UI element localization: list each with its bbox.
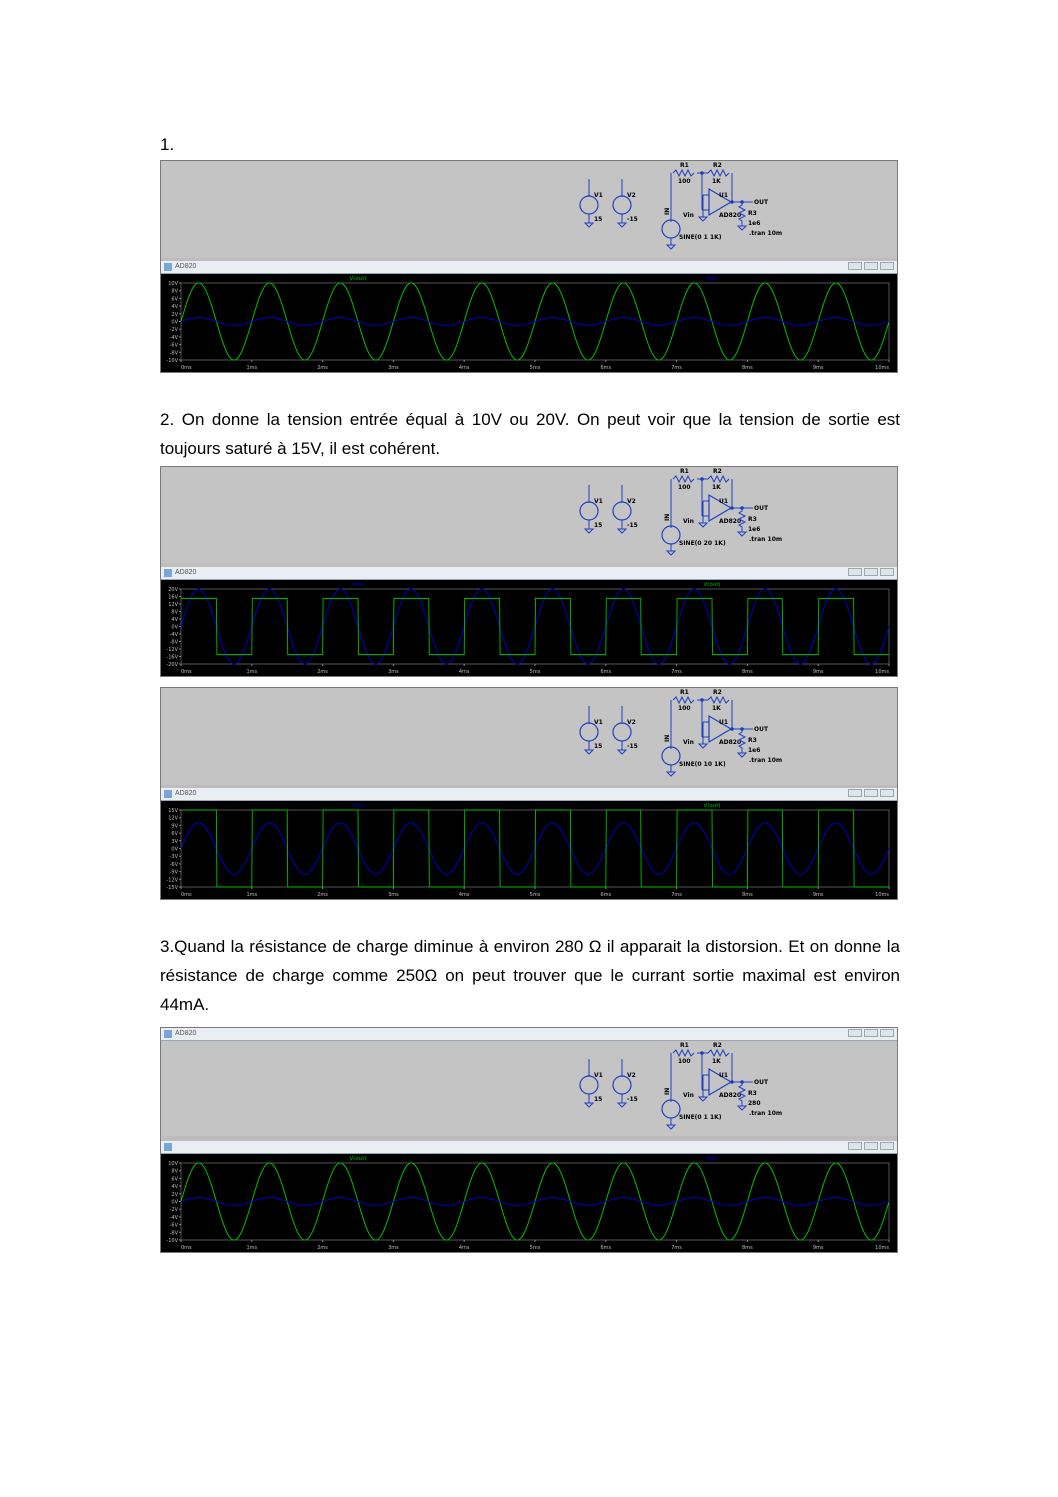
- vin-value: SINE(0 10 1K): [679, 761, 726, 768]
- minimize-button[interactable]: [848, 1029, 862, 1037]
- y-tick-label: -3V: [169, 854, 178, 861]
- minimize-button[interactable]: [848, 568, 862, 576]
- maximize-button[interactable]: [864, 568, 878, 576]
- ltspice-screenshot-2: [160, 466, 898, 677]
- schematic-2: [161, 467, 898, 563]
- y-tick-label: 9V: [171, 823, 178, 830]
- y-tick-label: 8V: [171, 609, 178, 616]
- window-title: AD820: [175, 263, 197, 270]
- in-net-label: IN: [664, 734, 671, 742]
- plot-window-titlebar: [161, 567, 897, 580]
- x-tick-label: 6ms: [600, 365, 612, 371]
- vin-value: SINE(0 1 1K): [679, 234, 722, 241]
- y-tick-label: -6V: [169, 342, 178, 349]
- waveform-svg: [161, 274, 897, 372]
- vin-value: SINE(0 1 1K): [679, 1114, 722, 1121]
- r2-value: 1K: [712, 705, 721, 712]
- x-tick-label: 0ms: [181, 1245, 192, 1251]
- opamp-label: AD820: [719, 212, 742, 219]
- v1-value: 15: [594, 743, 603, 750]
- x-tick-label: 4ms: [458, 365, 470, 371]
- y-tick-label: 12V: [168, 815, 178, 822]
- r3-value: 280: [748, 1100, 761, 1107]
- y-tick-label: 0V: [171, 624, 178, 631]
- r1-label: R1: [680, 689, 689, 696]
- y-tick-label: -6V: [169, 1222, 178, 1229]
- waveform-svg: [161, 580, 897, 676]
- vin-symbol: [662, 747, 680, 765]
- waveform-svg: [161, 801, 897, 899]
- y-tick-label: 20V: [168, 587, 178, 593]
- legend-2: V(in): [705, 276, 719, 282]
- x-tick-label: 6ms: [600, 669, 612, 675]
- out-net-label: OUT: [754, 505, 769, 512]
- x-tick-label: 6ms: [600, 892, 612, 898]
- u1-label: U1: [719, 1072, 729, 1079]
- y-tick-label: 0V: [171, 319, 178, 326]
- r2-label: R2: [713, 468, 722, 475]
- y-tick-label: 3V: [171, 838, 178, 845]
- x-tick-label: 1ms: [246, 1245, 258, 1251]
- y-tick-label: -4V: [169, 632, 178, 638]
- x-tick-label: 10ms: [875, 365, 889, 371]
- vin-label: Vin: [683, 212, 694, 219]
- minimize-button[interactable]: [848, 1142, 862, 1150]
- v2-label: V2: [627, 498, 636, 505]
- app-icon: [164, 1143, 172, 1151]
- y-tick-label: -4V: [169, 1214, 178, 1221]
- v2-value: -15: [627, 1096, 638, 1103]
- y-tick-label: 6V: [171, 296, 178, 303]
- tran-directive: .tran 10m: [749, 1110, 783, 1117]
- r2-label: R2: [713, 1042, 722, 1049]
- window-title: AD820: [175, 1030, 197, 1037]
- r3-label: R3: [748, 1090, 757, 1097]
- y-tick-label: 16V: [168, 594, 178, 601]
- x-tick-label: 0ms: [181, 669, 192, 675]
- window-title: AD820: [175, 569, 197, 576]
- maximize-button[interactable]: [864, 1029, 878, 1037]
- x-tick-label: 9ms: [812, 365, 824, 371]
- schematic-drawing: [161, 161, 898, 258]
- v2-label: V2: [627, 719, 636, 726]
- x-tick-label: 4ms: [458, 1245, 470, 1251]
- r3-value: 1e6: [748, 747, 761, 754]
- y-tick-label: 10V: [168, 281, 178, 287]
- v1-label: V1: [594, 1072, 603, 1079]
- y-tick-label: -12V: [166, 877, 178, 884]
- x-tick-label: 3ms: [388, 669, 399, 675]
- opamp-label: AD820: [719, 739, 742, 746]
- waveform-svg: [161, 1154, 897, 1252]
- r3-label: R3: [748, 210, 757, 217]
- y-tick-label: -2V: [169, 1207, 178, 1214]
- vin-symbol: [662, 1100, 680, 1118]
- out-net-label: OUT: [754, 1079, 769, 1086]
- r2-value: 1K: [712, 1058, 721, 1065]
- x-tick-label: 5ms: [529, 892, 541, 898]
- x-tick-label: 3ms: [388, 1245, 399, 1251]
- v1-value: 15: [594, 522, 603, 529]
- y-tick-label: 2V: [171, 311, 178, 318]
- x-tick-label: 7ms: [671, 365, 682, 371]
- y-tick-label: 15V: [168, 808, 178, 814]
- y-tick-label: 10V: [168, 1161, 178, 1167]
- minimize-button[interactable]: [848, 262, 862, 270]
- x-tick-label: 4ms: [458, 669, 470, 675]
- x-tick-label: 7ms: [671, 1245, 682, 1251]
- y-tick-label: 6V: [171, 831, 178, 838]
- v2-value: -15: [627, 216, 638, 223]
- u1-label: U1: [719, 719, 729, 726]
- schematic-drawing: [161, 467, 898, 563]
- trace-v-in: [181, 318, 889, 326]
- r1-value: 100: [678, 484, 691, 491]
- y-tick-label: 8V: [171, 288, 178, 295]
- y-tick-label: 2V: [171, 1191, 178, 1198]
- waveform-plot-3: [161, 801, 897, 899]
- x-tick-label: 10ms: [875, 892, 889, 898]
- schematic-drawing: [161, 688, 898, 785]
- x-tick-label: 5ms: [529, 365, 541, 371]
- v1-value: 15: [594, 216, 603, 223]
- x-tick-label: 2ms: [317, 892, 328, 898]
- y-tick-label: -12V: [166, 647, 178, 653]
- x-tick-label: 7ms: [671, 669, 682, 675]
- r3-label: R3: [748, 737, 757, 744]
- x-tick-label: 2ms: [317, 669, 328, 675]
- y-tick-label: -15V: [166, 885, 178, 891]
- v1-value: 15: [594, 1096, 603, 1103]
- x-tick-label: 0ms: [181, 892, 192, 898]
- x-tick-label: 1ms: [246, 365, 258, 371]
- schematic-window-titlebar: [161, 1028, 897, 1041]
- y-tick-label: 6V: [171, 1176, 178, 1183]
- y-tick-label: 4V: [171, 617, 178, 623]
- vin-symbol: [662, 220, 680, 238]
- close-button[interactable]: [880, 1142, 894, 1150]
- r1-label: R1: [680, 162, 689, 169]
- legend-1: V(in): [351, 803, 365, 809]
- maximize-button[interactable]: [864, 789, 878, 797]
- y-tick-label: 12V: [168, 602, 178, 608]
- trace-v-in: [181, 1198, 889, 1206]
- x-tick-label: 8ms: [742, 1245, 753, 1251]
- section-1-number: 1.: [160, 135, 175, 154]
- x-tick-label: 4ms: [458, 892, 470, 898]
- x-tick-label: 10ms: [875, 669, 889, 675]
- v1-label: V1: [594, 498, 603, 505]
- y-tick-label: -4V: [169, 334, 178, 341]
- schematic-drawing: [161, 1041, 898, 1136]
- r1-label: R1: [680, 468, 689, 475]
- u1-label: U1: [719, 192, 729, 199]
- plot-window-titlebar: [161, 788, 897, 801]
- r2-label: R2: [713, 689, 722, 696]
- vin-label: Vin: [683, 1092, 694, 1099]
- opamp-label: AD820: [719, 1092, 742, 1099]
- x-tick-label: 2ms: [317, 1245, 328, 1251]
- in-net-label: IN: [664, 207, 671, 215]
- legend-1: V(in): [351, 582, 365, 588]
- plot-window-titlebar: [161, 1141, 897, 1154]
- in-net-label: IN: [664, 513, 671, 521]
- x-tick-label: 6ms: [600, 1245, 612, 1251]
- opamp-label: AD820: [719, 518, 742, 525]
- y-tick-label: 0V: [171, 846, 178, 853]
- tran-directive: .tran 10m: [749, 757, 783, 764]
- y-tick-label: 4V: [171, 1184, 178, 1191]
- x-tick-label: 1ms: [246, 669, 258, 675]
- legend-2: V(out): [703, 582, 721, 588]
- y-tick-label: -16V: [166, 654, 178, 661]
- close-button[interactable]: [880, 1029, 894, 1037]
- x-tick-label: 2ms: [317, 365, 328, 371]
- r1-value: 100: [678, 178, 691, 185]
- r1-value: 100: [678, 705, 691, 712]
- y-tick-label: -10V: [166, 1238, 178, 1244]
- x-tick-label: 1ms: [246, 892, 258, 898]
- vin-symbol: [662, 526, 680, 544]
- r3-value: 1e6: [748, 526, 761, 533]
- v2-label: V2: [627, 1072, 636, 1079]
- minimize-button[interactable]: [848, 789, 862, 797]
- out-net-label: OUT: [754, 199, 769, 206]
- ltspice-screenshot-4: [160, 1027, 898, 1253]
- legend-1: V(out): [349, 1156, 367, 1162]
- v2-label: V2: [627, 192, 636, 199]
- vin-label: Vin: [683, 739, 694, 746]
- y-tick-label: 0V: [171, 1199, 178, 1206]
- v2-value: -15: [627, 743, 638, 750]
- v1-label: V1: [594, 192, 603, 199]
- y-tick-label: -8V: [169, 350, 178, 357]
- ltspice-screenshot-3: [160, 687, 898, 900]
- legend-1: V(out): [349, 276, 367, 282]
- vin-label: Vin: [683, 518, 694, 525]
- trace-v-out: [181, 810, 889, 887]
- close-button[interactable]: [880, 789, 894, 797]
- u1-label: U1: [719, 498, 729, 505]
- app-icon: [164, 790, 172, 798]
- x-tick-label: 3ms: [388, 892, 399, 898]
- waveform-plot-1: [161, 274, 897, 372]
- x-tick-label: 0ms: [181, 365, 192, 371]
- legend-2: V(out): [703, 803, 721, 809]
- y-tick-label: -8V: [169, 639, 178, 646]
- r1-label: R1: [680, 1042, 689, 1049]
- y-tick-label: -2V: [169, 327, 178, 334]
- r3-label: R3: [748, 516, 757, 523]
- app-icon: [164, 263, 172, 271]
- r2-value: 1K: [712, 178, 721, 185]
- waveform-plot-2: [161, 580, 897, 676]
- maximize-button[interactable]: [864, 1142, 878, 1150]
- schematic-3: [161, 688, 898, 785]
- schematic-1: [161, 161, 898, 258]
- plot-window-titlebar: [161, 261, 897, 274]
- maximize-button[interactable]: [864, 262, 878, 270]
- out-net-label: OUT: [754, 726, 769, 733]
- ltspice-screenshot-1: [160, 160, 898, 373]
- y-tick-label: 4V: [171, 304, 178, 311]
- x-tick-label: 7ms: [671, 892, 682, 898]
- tran-directive: .tran 10m: [749, 230, 783, 237]
- window-title: AD820: [175, 790, 197, 797]
- trace-v-out: [181, 598, 889, 654]
- vin-value: SINE(0 20 1K): [679, 540, 726, 547]
- x-tick-label: 3ms: [388, 365, 399, 371]
- r2-value: 1K: [712, 484, 721, 491]
- v2-value: -15: [627, 522, 638, 529]
- x-tick-label: 9ms: [812, 892, 824, 898]
- y-tick-label: -10V: [166, 358, 178, 364]
- y-tick-label: -9V: [169, 869, 178, 876]
- x-tick-label: 10ms: [875, 1245, 889, 1251]
- app-icon: [164, 1030, 172, 1038]
- schematic-4: [161, 1041, 898, 1136]
- section-2-text: 2. On donne la tension entrée équal à 10V ou 20V. On peut voir que la tension de sortie est toujours saturé à 15V, il est cohérent.: [160, 410, 900, 458]
- y-tick-label: -8V: [169, 1230, 178, 1237]
- in-net-label: IN: [664, 1087, 671, 1095]
- y-tick-label: 8V: [171, 1168, 178, 1175]
- x-tick-label: 9ms: [812, 1245, 824, 1251]
- waveform-plot-4: [161, 1154, 897, 1252]
- r2-label: R2: [713, 162, 722, 169]
- y-tick-label: -20V: [166, 662, 178, 668]
- section-3-text: 3.Quand la résistance de charge diminue à environ 280 Ω il apparait la distorsion. Et on donne la résistance de charge comme 250Ω on peut trouver que le currant sortie maximal est environ 44mA.: [160, 937, 900, 1014]
- x-tick-label: 8ms: [742, 892, 753, 898]
- r1-value: 100: [678, 1058, 691, 1065]
- legend-2: V(in): [705, 1156, 719, 1162]
- close-button[interactable]: [880, 262, 894, 270]
- close-button[interactable]: [880, 568, 894, 576]
- y-tick-label: -6V: [169, 861, 178, 868]
- app-icon: [164, 569, 172, 577]
- r3-value: 1e6: [748, 220, 761, 227]
- v1-label: V1: [594, 719, 603, 726]
- x-tick-label: 5ms: [529, 669, 541, 675]
- x-tick-label: 8ms: [742, 365, 753, 371]
- x-tick-label: 5ms: [529, 1245, 541, 1251]
- x-tick-label: 8ms: [742, 669, 753, 675]
- tran-directive: .tran 10m: [749, 536, 783, 543]
- x-tick-label: 9ms: [812, 669, 824, 675]
